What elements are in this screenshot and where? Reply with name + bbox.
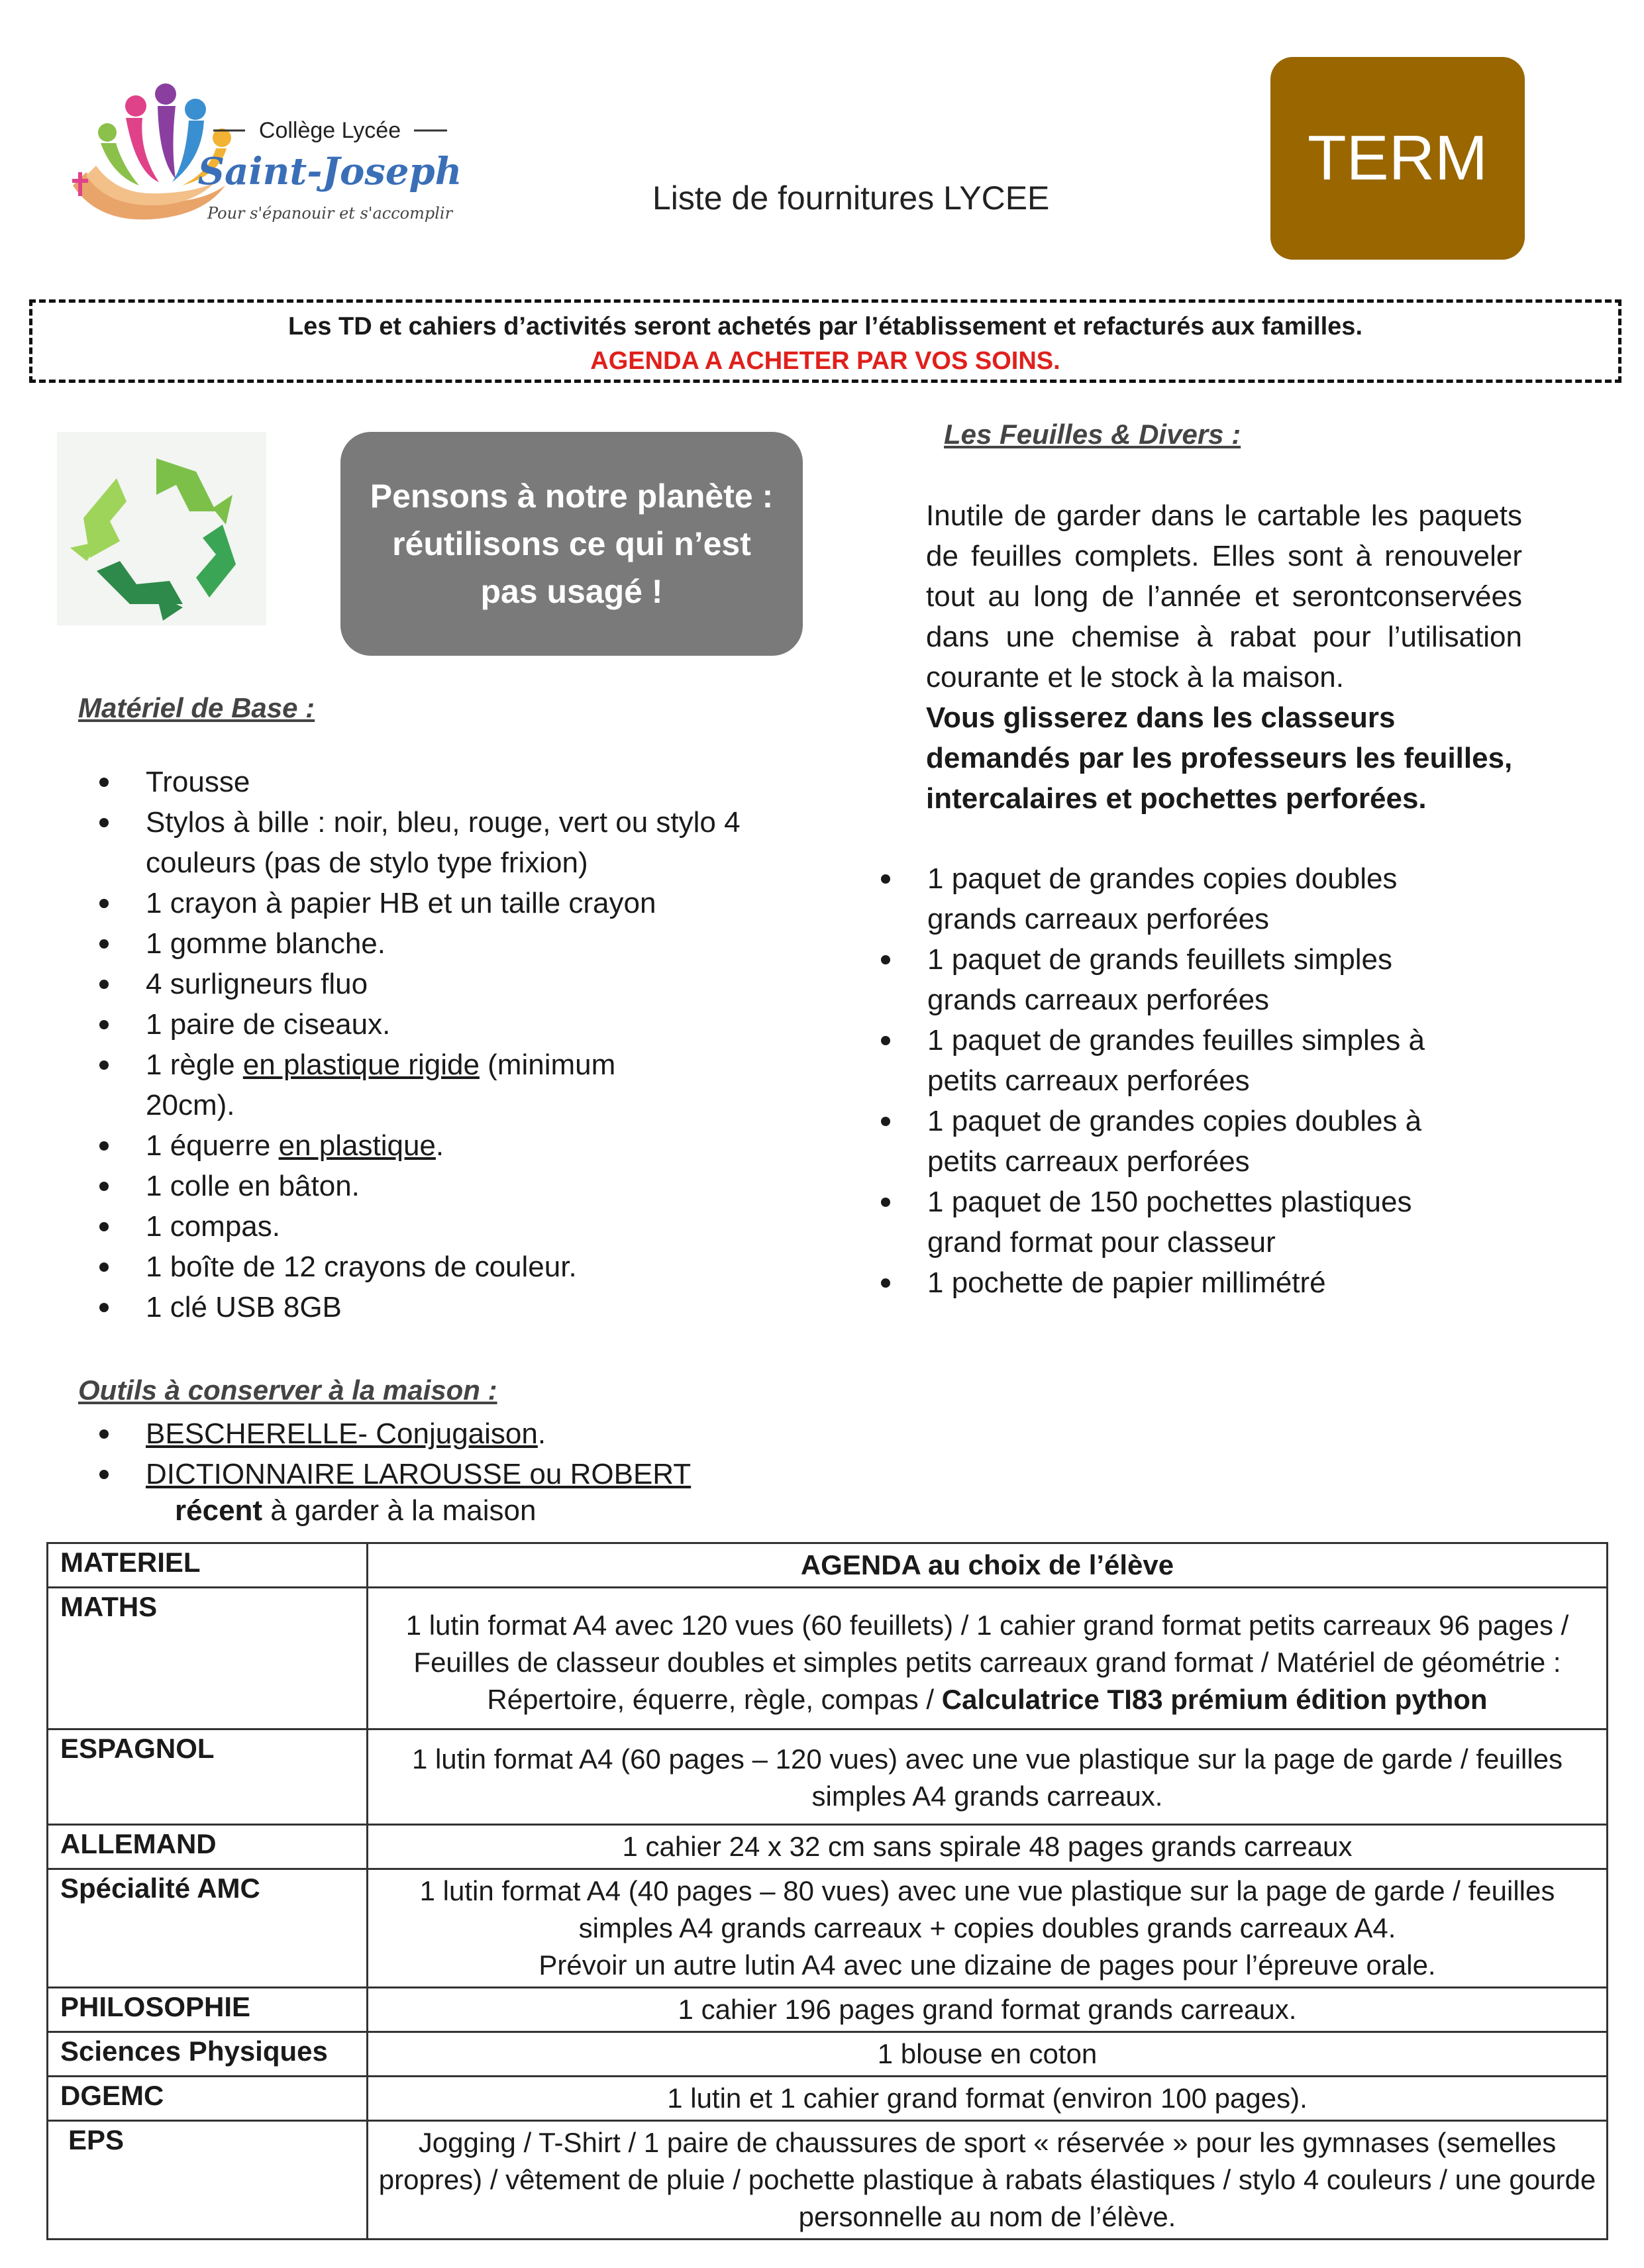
grade-badge: TERM <box>1270 57 1525 260</box>
recycle-icon <box>57 432 266 625</box>
table-row <box>48 2077 1608 2121</box>
base-supplies-list <box>94 762 823 1327</box>
list-item: 1 clé USB 8GB <box>94 1287 823 1327</box>
list-item: Trousse <box>94 762 823 802</box>
list-item: BESCHERELLE- Conjugaison. <box>94 1414 823 1454</box>
tools-extra-note: récent à garder à la maison <box>175 1494 537 1527</box>
subject-cell: ESPAGNOL <box>48 1729 368 1825</box>
base-section-title: Matériel de Base : <box>78 692 315 723</box>
list-item: 1 paire de ciseaux. <box>94 1004 823 1045</box>
subject-cell: MATHS <box>48 1588 368 1729</box>
list-item: 1 colle en bâton. <box>94 1166 823 1206</box>
page-title: Liste de fournitures LYCEE <box>652 180 1050 217</box>
list-item: 1 paquet de 150 pochettes plastiques grand format pour classeur <box>876 1182 1538 1263</box>
school-logo-emblem <box>60 40 470 238</box>
notice-box <box>29 299 1621 383</box>
table-row <box>48 1869 1608 1988</box>
list-item: 1 paquet de grandes copies doubles à petits carreaux perforées <box>876 1101 1538 1182</box>
list-item: 1 pochette de papier millimétré <box>876 1263 1538 1303</box>
description-cell: 1 lutin et 1 cahier grand format (environ 100 pages). <box>368 2077 1608 2121</box>
list-item: 1 paquet de grands feuillets simples grands carreaux perforées <box>876 939 1538 1020</box>
table-row <box>48 2121 1608 2240</box>
subject-cell: ALLEMAND <box>48 1825 368 1869</box>
list-item: 1 paquet de grandes copies doubles grands carreaux perforées <box>876 858 1538 939</box>
list-item: 1 compas. <box>94 1206 823 1247</box>
paper-intro-text: Inutile de garder dans le cartable les paquets de feuilles complets. Elles sont à renouveler tout au long de l’année et serontconservées dans une chemise à rabat pour l’utilisation courante et le stock à la maison. <box>926 499 1522 694</box>
list-item: 4 surligneurs fluo <box>94 964 823 1004</box>
subject-cell: Spécialité AMC <box>48 1869 368 1988</box>
list-item: DICTIONNAIRE LAROUSSE ou ROBERT <box>94 1454 823 1494</box>
description-cell: 1 lutin format A4 (40 pages – 80 vues) avec une vue plastique sur la page de garde / feuilles simples A4 grands carreaux + copies doubles grands carreaux A4. Prévoir un autre lutin A4 avec une dizaine de pages pour l’épreuve orale. <box>368 1869 1608 1988</box>
description-cell: 1 blouse en coton <box>368 2032 1608 2077</box>
table-row <box>48 1988 1608 2032</box>
description-cell: Jogging / T-Shirt / 1 paire de chaussures de sport « réservée » pour les gymnases (semelles propres) / vêtement de pluie / pochette plastique à rabats élastiques / stylo 4 couleurs / une gourde personnelle au nom de l’élève. <box>368 2121 1608 2240</box>
table-row <box>48 2032 1608 2077</box>
paper-supplies-list <box>876 858 1538 1303</box>
reminder-box: Pensons à notre planète : réutilisons ce qui n’est pas usagé ! <box>340 432 803 656</box>
table-row <box>48 1825 1608 1869</box>
logo-top-text: Collège Lycée <box>258 118 401 143</box>
notice-line-2: AGENDA A ACHETER PAR VOS SOINS. <box>590 347 1060 375</box>
list-item: 1 règle en plastique rigide (minimum 20cm). <box>94 1045 823 1125</box>
description-cell: 1 lutin format A4 (60 pages – 120 vues) avec une vue plastique sur la page de garde / feuilles simples A4 grands carreaux. <box>368 1729 1608 1825</box>
description-cell: 1 cahier 196 pages grand format grands carreaux. <box>368 1988 1608 2032</box>
supplies-table <box>46 1542 1608 2240</box>
list-item: 1 équerre en plastique. <box>94 1125 823 1166</box>
tools-list <box>94 1414 823 1494</box>
table-header-row <box>48 1543 1608 1588</box>
paper-section-title: Les Feuilles & Divers : <box>944 419 1241 450</box>
logo-name-text: Saint-Joseph <box>197 150 462 193</box>
table-row <box>48 1729 1608 1825</box>
subject-cell: DGEMC <box>48 2077 368 2121</box>
subject-cell: Sciences Physiques <box>48 2032 368 2077</box>
paper-bold-text: Vous glisserez dans les classeurs demandés par les professeurs les feuilles, intercalaires et pochettes perforées. <box>926 701 1513 815</box>
tools-section-title: Outils à conserver à la maison : <box>78 1374 497 1406</box>
description-cell: 1 lutin format A4 avec 120 vues (60 feuillets) / 1 cahier grand format petits carreaux 96 pages / Feuilles de classeur doubles et simples petits carreaux grand format / Matériel de géométrie : Répertoire, équerre, règle, compas / Calculatrice TI83 prémium édition python <box>368 1588 1608 1729</box>
description-cell: 1 cahier 24 x 32 cm sans spirale 48 pages grands carreaux <box>368 1825 1608 1869</box>
logo-slogan-text: Pour s'épanouir et s'accomplir <box>207 204 453 223</box>
notice-line-1: Les TD et cahiers d’activités seront achetés par l’établissement et refacturés aux familles. <box>287 313 1363 340</box>
table-row <box>48 1588 1608 1729</box>
list-item: 1 paquet de grandes feuilles simples à petits carreaux perforées <box>876 1020 1538 1101</box>
subject-cell: PHILOSOPHIE <box>48 1988 368 2032</box>
school-logo <box>60 40 470 238</box>
list-item: 1 gomme blanche. <box>94 923 823 964</box>
list-item: 1 crayon à papier HB et un taille crayon <box>94 883 823 923</box>
recycle-image <box>57 432 266 625</box>
table-header-subject: MATERIEL <box>48 1543 368 1588</box>
subject-cell: EPS <box>48 2121 368 2240</box>
list-item: Stylos à bille : noir, bleu, rouge, vert ou stylo 4 couleurs (pas de stylo type frixion) <box>94 802 823 883</box>
table-header-description: AGENDA au choix de l’élève <box>368 1543 1608 1588</box>
list-item: 1 boîte de 12 crayons de couleur. <box>94 1247 823 1287</box>
